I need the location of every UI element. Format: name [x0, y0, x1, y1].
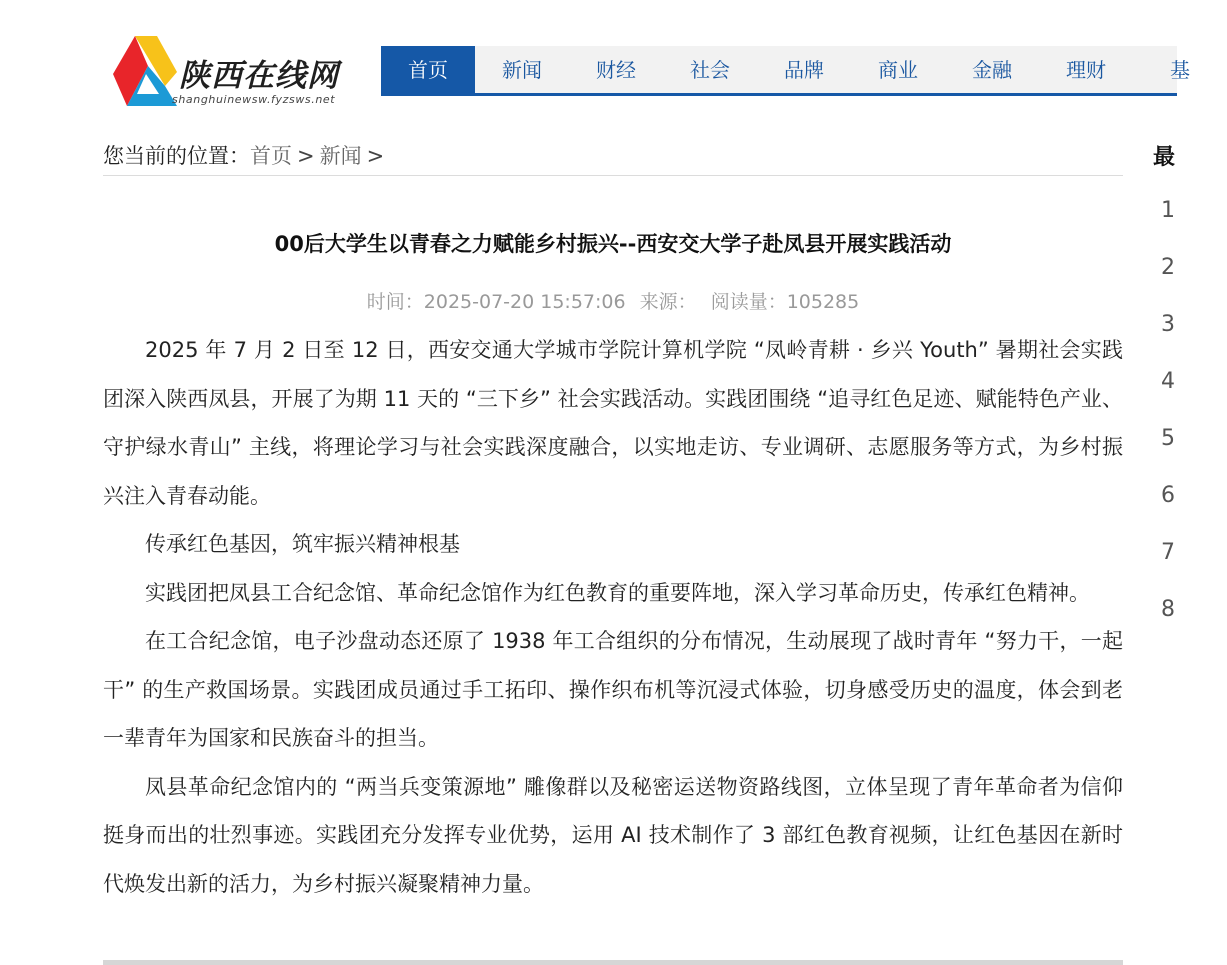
site-url: shanghuinewsw.fyzsws.net	[172, 93, 336, 106]
rank-item[interactable]: 7	[1161, 540, 1175, 565]
rank-item[interactable]: 3	[1161, 312, 1175, 337]
rank-item[interactable]: 6	[1161, 483, 1175, 508]
nav-item-finance[interactable]: 财经	[596, 58, 636, 82]
breadcrumb-news-link[interactable]: 新闻	[319, 144, 362, 168]
rank-item[interactable]: 4	[1161, 369, 1175, 394]
nav-item-brand[interactable]: 品牌	[784, 58, 824, 82]
rank-list	[1161, 196, 1175, 652]
content-divider	[103, 960, 1123, 965]
rank-item[interactable]: 8	[1161, 597, 1175, 622]
article-body	[103, 326, 1123, 908]
nav-item-wealth[interactable]: 理财	[1066, 58, 1106, 82]
logo-triangle-icon	[113, 36, 177, 108]
article-meta	[103, 287, 1123, 314]
breadcrumb-separator: >	[366, 144, 385, 168]
article-paragraph: 在工合纪念馆，电子沙盘动态还原了 1938 年工合组织的分布情况，生动展现了战时青年 “努力干，一起干” 的生产救国场景。实践团成员通过手工拓印、操作织布机等沉浸式体验，切身感受历史的温度，体会到老一辈青年为国家和民族奋斗的担当。	[103, 629, 1123, 750]
site-logo[interactable]	[113, 36, 363, 108]
article-title: 00后大学生以青春之力赋能乡村振兴--西安交大学子赴凤县开展实践活动	[274, 232, 952, 256]
publish-time: 时间：2025-07-20 15:57:06	[366, 291, 626, 313]
sidebar-title: 最	[1153, 145, 1176, 170]
nav-item-news[interactable]: 新闻	[502, 58, 542, 82]
nav-item-society[interactable]: 社会	[690, 58, 730, 82]
breadcrumb-home-link[interactable]: 首页	[250, 144, 292, 168]
article-paragraph: 实践团把凤县工合纪念馆、革命纪念馆作为红色教育的重要阵地，深入学习革命历史，传承红色精神。	[145, 580, 1090, 605]
rank-item[interactable]: 1	[1161, 198, 1175, 223]
nav-item-fund[interactable]: 基	[1170, 58, 1190, 82]
site-name: 陕西在线网	[179, 58, 339, 94]
nav-item-home[interactable]: 首页	[381, 46, 475, 93]
nav-item-banking[interactable]: 金融	[972, 58, 1012, 82]
view-count: 阅读量：105285	[710, 291, 860, 313]
rank-item[interactable]: 5	[1161, 426, 1175, 451]
nav-item-business[interactable]: 商业	[878, 58, 918, 82]
article-paragraph: 凤县革命纪念馆内的 “两当兵变策源地” 雕像群以及秘密运送物资路线图，立体呈现了青年革命者为信仰挺身而出的壮烈事迹。实践团充分发挥专业优势，运用 AI 技术制作了 3 部红色教育视频，让红色基因在新时代焕发出新的活力，为乡村振兴凝聚精神力量。	[103, 774, 1123, 896]
article-paragraph: 2025 年 7 月 2 日至 12 日，西安交通大学城市学院计算机学院 “凤岭青耕 · 乡兴 Youth” 暑期社会实践团深入陕西凤县，开展了为期 11 天的 “三下乡” 社会实践活动。实践团围绕 “追寻红色足迹、赋能特色产业、守护绿水青山” 主线，将理论学习与社会实践深度融合，以实地走访、专业调研、志愿服务等方式，为乡村振兴注入青春动能。	[103, 338, 1123, 508]
rank-item[interactable]: 2	[1161, 255, 1175, 280]
ranking-sidebar	[1153, 140, 1193, 622]
article-subheading: 传承红色基因，筑牢振兴精神根基	[145, 532, 460, 556]
article-source: 来源：	[639, 291, 697, 313]
breadcrumb-separator: >	[297, 144, 315, 168]
breadcrumb	[103, 140, 1123, 176]
breadcrumb-prefix: 您当前的位置：	[103, 144, 250, 168]
main-nav	[381, 46, 1190, 96]
